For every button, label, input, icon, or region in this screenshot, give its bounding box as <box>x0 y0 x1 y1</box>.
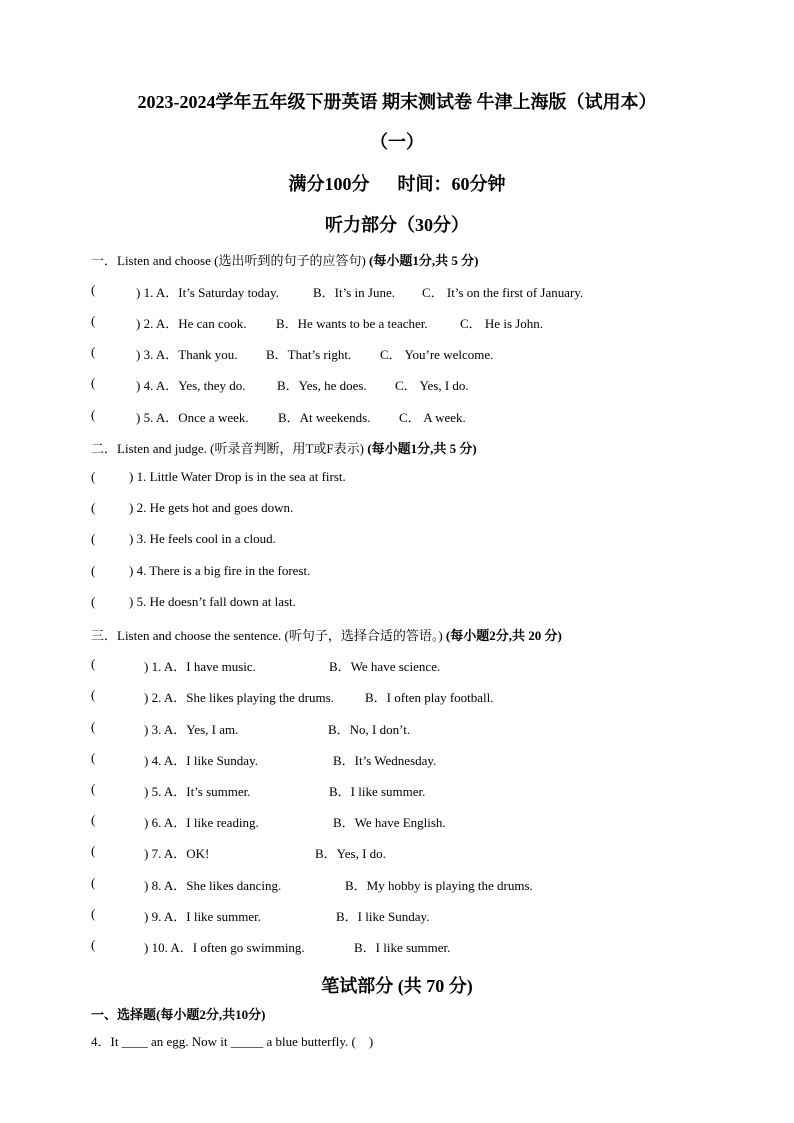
s1-q1-option-b: B．It’s in June. <box>313 285 395 300</box>
s3-q3-option-b: B．No, I don’t. <box>328 722 411 737</box>
answer-blank-open: ( <box>91 531 96 546</box>
s2-statement-4 <box>91 563 591 581</box>
s2-statement-2-text: ) 2. He gets hot and goes down. <box>129 500 294 515</box>
answer-blank-open: ( <box>91 656 96 671</box>
s1-q2-option-a: ) 2. A．He can cook. <box>136 316 247 331</box>
s3-q2-option-a: ) 2. A．She likes playing the drums. <box>144 690 334 705</box>
section-3-heading <box>91 625 562 644</box>
s3-q4-option-a: ) 4. A．I like Sunday. <box>144 753 258 768</box>
s1-q4-option-c: C． Yes, I do. <box>395 378 469 393</box>
s1-q3-option-b: B．That’s right. <box>266 347 352 362</box>
section-3-instruction: 三．Listen and choose the sentence. (听句子，选择合适的答语。) <box>91 628 443 643</box>
exam-title-number: （一） <box>370 132 424 152</box>
writing-part-title: 笔试部分 (共 70 分) <box>321 976 473 996</box>
full-score: 满分100分 <box>288 174 370 194</box>
section-2-heading <box>91 438 477 457</box>
s1-q3-option-c: C． You’re welcome. <box>380 347 494 362</box>
answer-blank-open: ( <box>91 469 96 484</box>
s3-question-5 <box>91 781 651 799</box>
s3-q7-option-b: B．Yes, I do. <box>315 846 386 861</box>
answer-blank-open: ( <box>91 282 96 297</box>
answer-blank-open: ( <box>91 594 96 609</box>
s3-q10-option-b: B．I like summer. <box>354 940 451 955</box>
s3-q7-option-a: ) 7. A．OK! <box>144 846 210 861</box>
section-2-score: (每小题1分,共 5 分) <box>367 441 477 456</box>
s3-q10-option-a: ) 10. A．I often go swimming. <box>144 940 305 955</box>
exam-title: 2023-2024学年五年级下册英语 期末测试卷 牛津上海版（试用本） <box>137 92 657 112</box>
section-1-score: (每小题1分,共 5 分) <box>369 253 479 268</box>
s3-question-7 <box>91 843 651 861</box>
answer-blank-open: ( <box>91 875 96 890</box>
s3-q2-option-b: B．I often play football. <box>365 690 494 705</box>
s1-q1-option-a: ) 1. A．It’s Saturday today. <box>136 285 279 300</box>
s1-q3-option-a: ) 3. A．Thank you. <box>136 347 238 362</box>
writing-section-1-heading: 一、选择题(每小题2分,共10分) <box>91 1007 266 1022</box>
answer-blank-open: ( <box>91 719 96 734</box>
s3-q8-option-a: ) 8. A．She likes dancing. <box>144 878 282 893</box>
answer-blank-open: ( <box>91 937 96 952</box>
s2-statement-4-text: ) 4. There is a big fire in the forest. <box>129 563 311 578</box>
answer-blank-open: ( <box>91 407 96 422</box>
listening-part-title: 听力部分（30分） <box>325 215 469 235</box>
section-2-instruction: 二．Listen and judge. (听录音判断，用T或F表示) <box>91 441 364 456</box>
s3-question-1 <box>91 656 651 674</box>
answer-blank-open: ( <box>91 781 96 796</box>
s3-q9-option-a: ) 9. A．I like summer. <box>144 909 261 924</box>
s3-question-9 <box>91 906 651 924</box>
s3-question-6 <box>91 812 651 830</box>
s3-q9-option-b: B．I like Sunday. <box>336 909 430 924</box>
s1-q4-option-a: ) 4. A．Yes, they do. <box>136 378 246 393</box>
s2-statement-2 <box>91 500 591 518</box>
exam-time: 时间：60分钟 <box>397 174 506 194</box>
answer-blank-open: ( <box>91 500 96 515</box>
s3-question-10 <box>91 937 651 955</box>
s1-q5-option-c: C． A week. <box>399 410 466 425</box>
s2-statement-5-text: ) 5. He doesn’t fall down at last. <box>129 594 296 609</box>
s1-question-5 <box>91 407 711 425</box>
s1-q1-option-c: C． It’s on the first of January. <box>422 285 584 300</box>
section-1-heading <box>91 250 478 269</box>
s1-question-4 <box>91 375 711 393</box>
s1-q5-option-b: B．At weekends. <box>278 410 371 425</box>
s1-q2-option-c: C． He is John. <box>460 316 544 331</box>
exam-meta <box>0 170 794 196</box>
s3-q5-option-a: ) 5. A．It’s summer. <box>144 784 251 799</box>
s2-statement-3 <box>91 531 591 549</box>
s2-statement-5 <box>91 594 591 612</box>
writing-question-4: 4．It ____ an egg. Now it _____ a blue butterfly. ( ) <box>91 1034 374 1049</box>
answer-blank-open: ( <box>91 687 96 702</box>
answer-blank-open: ( <box>91 563 96 578</box>
s3-q1-option-b: B．We have science. <box>329 659 441 674</box>
s3-q6-option-a: ) 6. A．I like reading. <box>144 815 259 830</box>
s1-q5-option-a: ) 5. A．Once a week. <box>136 410 249 425</box>
section-1-instruction: 一．Listen and choose (选出听到的句子的应答句) <box>91 253 366 268</box>
s2-statement-1 <box>91 469 591 487</box>
answer-blank-open: ( <box>91 313 96 328</box>
s3-question-4 <box>91 750 651 768</box>
answer-blank-open: ( <box>91 906 96 921</box>
answer-blank-open: ( <box>91 750 96 765</box>
s3-q4-option-b: B．It’s Wednesday. <box>333 753 437 768</box>
answer-blank-open: ( <box>91 843 96 858</box>
s3-q3-option-a: ) 3. A．Yes, I am. <box>144 722 239 737</box>
s1-question-1 <box>91 282 711 300</box>
section-3-score: (每小题2分,共 20 分) <box>445 628 562 643</box>
s3-q1-option-a: ) 1. A．I have music. <box>144 659 256 674</box>
s3-q5-option-b: B．I like summer. <box>329 784 426 799</box>
s2-statement-1-text: ) 1. Little Water Drop is in the sea at first. <box>129 469 346 484</box>
s3-question-8 <box>91 875 651 893</box>
s1-q2-option-b: B．He wants to be a teacher. <box>276 316 428 331</box>
s3-q6-option-b: B．We have English. <box>333 815 446 830</box>
answer-blank-open: ( <box>91 375 96 390</box>
s3-question-3 <box>91 719 651 737</box>
s1-question-2 <box>91 313 711 331</box>
answer-blank-open: ( <box>91 344 96 359</box>
s1-question-3 <box>91 344 711 362</box>
s2-statement-3-text: ) 3. He feels cool in a cloud. <box>129 531 276 546</box>
answer-blank-open: ( <box>91 812 96 827</box>
s1-q4-option-b: B．Yes, he does. <box>277 378 367 393</box>
s3-question-2 <box>91 687 651 705</box>
s3-q8-option-b: B．My hobby is playing the drums. <box>345 878 533 893</box>
